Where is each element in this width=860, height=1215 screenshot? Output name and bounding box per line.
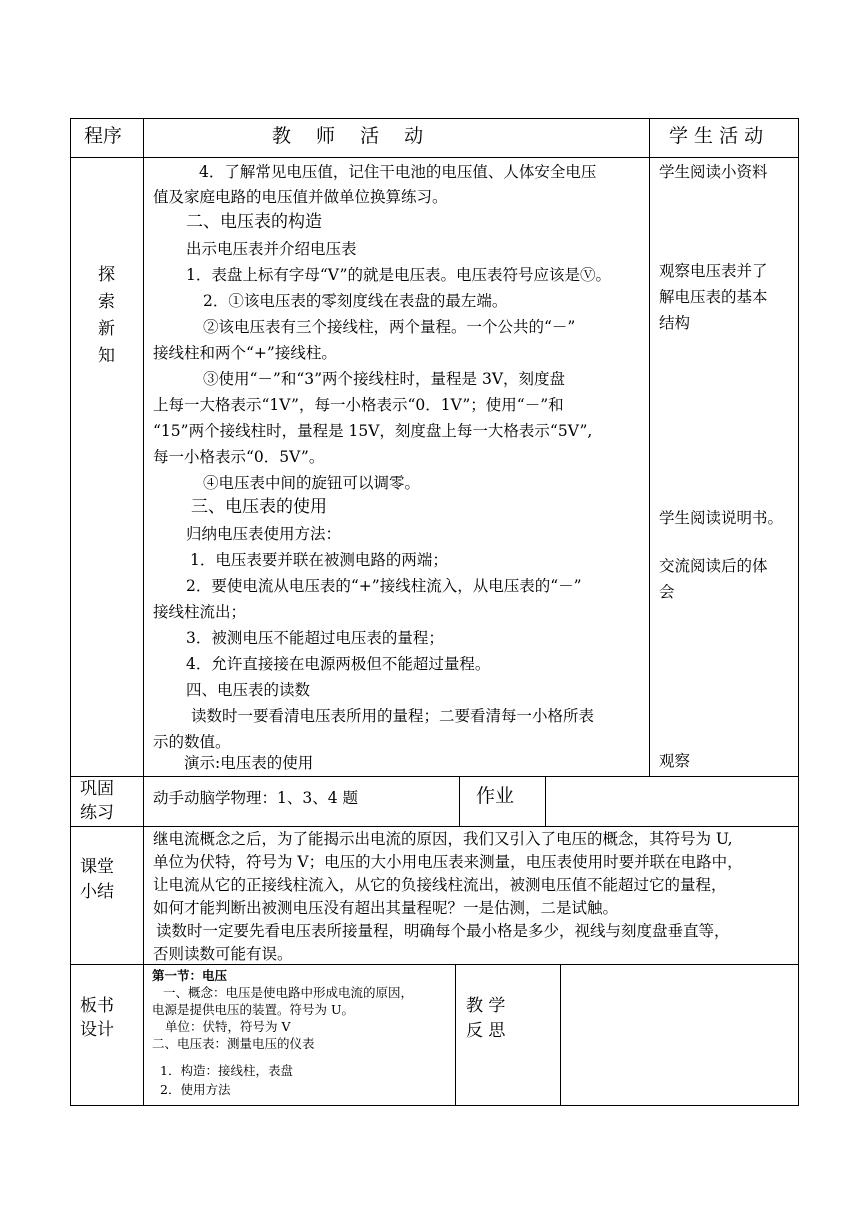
summary-bottom-divider (70, 964, 799, 965)
summary-line: 否则读数可能有误。 (153, 945, 293, 963)
teacher-line: 每一小格表示“0．5V”。 (153, 448, 325, 466)
teacher-line: 2．①该电压表的零刻度线在表盘的最左端。 (203, 292, 508, 310)
header-teacher-activity: 教 师 活 动 (272, 125, 424, 147)
board-line: 单位：伏特，符号为 V (165, 1019, 291, 1034)
teacher-line: ③使用“－”和“3”两个接线柱时，量程是 3V，刻度盘 (203, 370, 566, 388)
board-line: 2．使用方法 (160, 1082, 231, 1097)
table-border-bottom (70, 1105, 799, 1106)
reflection-label-left-divider (455, 964, 456, 1106)
teacher-line: 4．了解常见电压值，记住干电池的电压值、人体安全电压 (199, 163, 597, 181)
teacher-line: 2．要使电流从电压表的“+”接线柱流入，从电压表的“－” (186, 577, 582, 595)
student-line: 学生阅读小资料 (659, 163, 768, 181)
homework-label: 作业 (476, 785, 515, 807)
summary-label-line: 课堂 (80, 857, 114, 877)
teacher-line: 接线柱流出； (153, 603, 247, 621)
teacher-line: ②该电压表有三个接线柱，两个量程。一个公共的“－” (203, 318, 576, 336)
student-line: 结构 (659, 314, 691, 332)
explore-label-char: 探 (98, 265, 115, 285)
student-line: 会 (659, 583, 675, 601)
board-label-line: 设计 (80, 1020, 114, 1040)
summary-line: 读数时一定要先看电压表所接量程，明确每个最小格是多少，视线与刻度盘垂直等， (156, 922, 730, 940)
teacher-line: 接线柱和两个“+”接线柱。 (153, 344, 337, 362)
teacher-line: 1．表盘上标有字母“V”的就是电压表。电压表符号应该是Ⓥ。 (186, 266, 611, 284)
board-line: 一、概念：电压是使电路中形成电流的原因， (163, 985, 414, 1000)
teacher-line: 上每一大格表示“1V”，每一小格表示“0．1V”；使用“－”和 (153, 396, 564, 414)
teacher-line: 值及家庭电路的电压值并做单位换算练习。 (153, 188, 448, 206)
section-heading-reading: 四、电压表的读数 (186, 681, 311, 699)
board-line: 二、电压表：测量电压的仪表 (152, 1036, 315, 1051)
summary-line: 继电流概念之后，为了能揭示出电流的原因，我们又引入了电压的概念，其符号为 U, (153, 830, 733, 848)
header-divider (70, 157, 799, 158)
summary-line: 如何才能判断出被测电压没有超出其量程呢？一是估测，二是试触。 (153, 899, 619, 917)
practice-bottom-divider (70, 826, 799, 827)
table-border-top (70, 118, 799, 119)
reflection-label-right-divider (560, 964, 561, 1106)
board-line: 1．构造：接线柱，表盘 (160, 1063, 293, 1078)
practice-label-line: 练习 (80, 803, 114, 823)
summary-label-line: 小结 (80, 882, 114, 902)
homework-label-left-divider (459, 776, 460, 826)
teacher-line: 读数时一要看清电压表所用的量程；二要看清每一小格所表 (191, 707, 595, 725)
explore-label-char: 新 (98, 319, 115, 339)
explore-label-char: 知 (98, 346, 115, 366)
teacher-line: 出示电压表并介绍电压表 (186, 240, 357, 258)
summary-line: 让电流从它的正接线柱流入，从它的负接线柱流出，被测电压值不能超过它的量程， (153, 876, 727, 894)
board-label-line: 板书 (80, 996, 114, 1016)
practice-label-line: 巩固 (80, 779, 114, 799)
student-column-divider (649, 118, 650, 776)
header-procedure: 程序 (84, 125, 123, 147)
table-border-right (798, 118, 799, 1106)
student-line: 观察 (659, 752, 691, 770)
teacher-line: 示的数值。 (153, 733, 231, 751)
teacher-line: 演示:电压表的使用 (184, 754, 314, 772)
section-heading-usage: 三、电压表的使用 (191, 497, 327, 517)
homework-label-right-divider (545, 776, 546, 826)
reflection-label-line: 教 学 (466, 996, 506, 1016)
explore-label-char: 索 (98, 292, 115, 312)
teacher-line: ④电压表中间的旋钮可以调零。 (203, 474, 421, 492)
board-line: 电源是提供电压的装置。符号为 U。 (152, 1002, 355, 1017)
student-line: 解电压表的基本 (659, 288, 768, 306)
section-heading-structure: 二、电压表的构造 (186, 212, 322, 232)
reflection-label-line: 反 思 (466, 1021, 506, 1041)
teacher-line: 归纳电压表使用方法： (186, 525, 342, 543)
practice-content: 动手动脑学物理：1、3、4 题 (153, 789, 359, 807)
explore-bottom-divider (70, 776, 799, 777)
teacher-line: 3．被测电压不能超过电压表的量程； (186, 629, 444, 647)
student-line: 学生阅读说明书。 (659, 509, 784, 527)
teacher-line: 4．允许直接接在电源两极但不能超过量程。 (186, 655, 491, 673)
summary-line: 单位为伏特，符号为 V；电压的大小用电压表来测量，电压表使用时要并联在电路中， (153, 853, 743, 871)
header-student-activity: 学 生 活 动 (669, 125, 764, 147)
label-column-divider (143, 118, 144, 1106)
board-title: 第一节：电压 (152, 968, 228, 983)
student-line: 观察电压表并了 (659, 262, 768, 280)
teacher-line: 1．电压表要并联在被测电路的两端； (190, 551, 448, 569)
student-line: 交流阅读后的体 (659, 557, 768, 575)
teacher-line: “15”两个接线柱时，量程是 15V，刻度盘上每一大格表示“5V”, (153, 422, 593, 440)
